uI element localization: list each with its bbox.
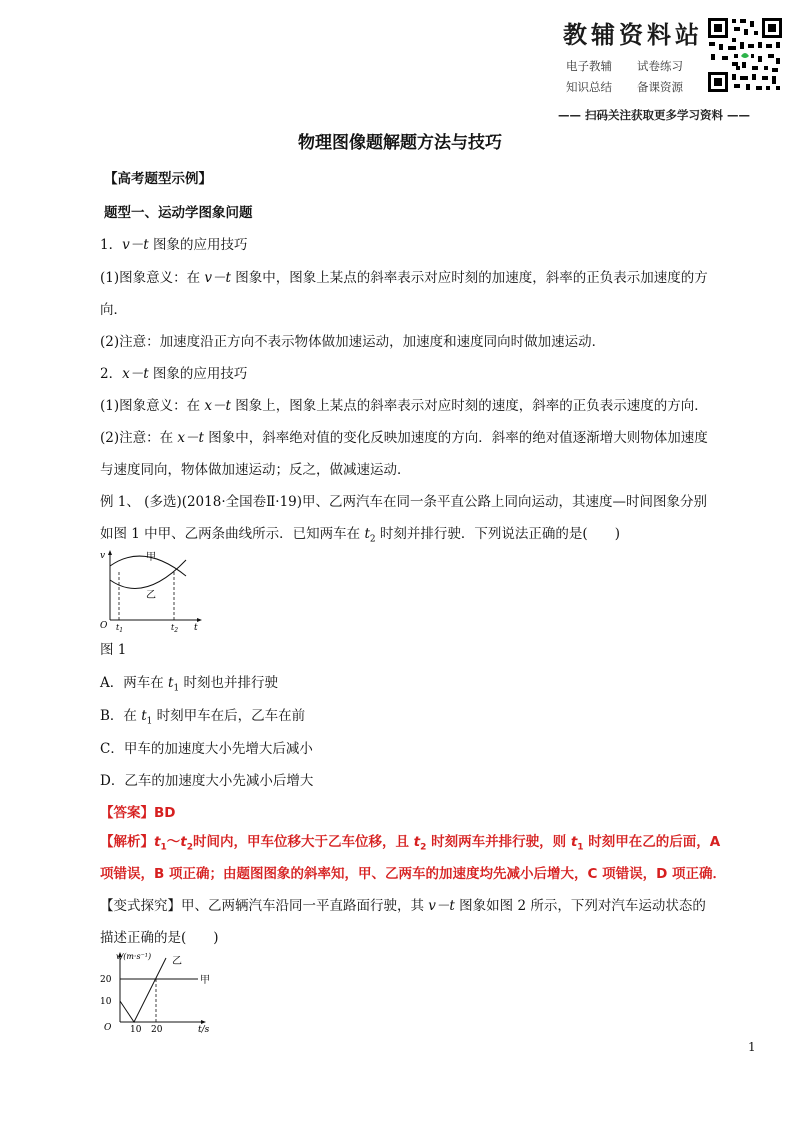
fig2-x10: 10 [130, 1025, 142, 1035]
qr-banner: —— 扫码关注获取更多学习资料 —— [558, 108, 751, 122]
section-heading: 【高考题型示例】 [104, 171, 212, 187]
type-heading: 题型一、运动学图象问题 [104, 205, 253, 221]
analysis-line-1: 【解析】$t_1\sim t_2$时间内，甲车位移大于乙车位移，且 $t_2$ 时刻两车并排行驶，则 $t_1$ 时刻甲在乙的后面，A [100, 834, 721, 853]
fig2-origin: O [104, 1023, 112, 1033]
page-title: 物理图像题解题方法与技巧 [298, 133, 502, 153]
fig1-x-label: t [194, 623, 198, 633]
figure-1-caption: 图 1 [100, 642, 127, 658]
fig2-x-label: t/s [198, 1025, 210, 1035]
figure-1 [98, 548, 208, 634]
fig1-t1: $t_1$ [116, 623, 124, 634]
fig2-label-jia: 甲 [200, 975, 210, 986]
example-1-cont: 如图 1 中甲、乙两条曲线所示．已知两车在 $t_2$ 时刻并排行驶．下列说法正确的是( ) [100, 526, 620, 545]
fig1-origin: O [100, 621, 108, 631]
example-1: 例 1、 (多选)(2018·全国卷Ⅱ·19)甲、乙两汽车在同一条平直公路上同向运动，其速度—时间图象分别 [100, 494, 708, 510]
fig1-t2: $t_2$ [171, 623, 179, 634]
point-1a: (1)图象意义：在 v－t 图象中，图象上某点的斜率表示对应时刻的加速度，斜率的正负表示加速度的方 [100, 270, 708, 286]
fig2-y-label: v/(m·s⁻¹) [116, 952, 152, 961]
option-d: D．乙车的加速度大小先减小后增大 [100, 773, 314, 789]
link-electronic-books[interactable]: 电子教辅 [566, 59, 612, 73]
point-2b-cont: 与速度同向，物体做加速运动；反之，做减速运动． [100, 462, 411, 478]
fig1-label-jia: 甲 [146, 552, 156, 563]
link-lesson-resources[interactable]: 备课资源 [637, 80, 683, 94]
figure-2 [98, 950, 230, 1034]
fig1-curve-yi [110, 560, 186, 588]
fig1-label-yi: 乙 [146, 590, 156, 601]
variant-cont: 描述正确的是( ) [100, 930, 219, 946]
fig2-line-yi [120, 958, 166, 1022]
page-number: 1 [748, 1040, 756, 1054]
point-1: 1．v－t 图象的应用技巧 [100, 237, 248, 253]
brand-title: 教辅资料站 [563, 21, 703, 49]
variant: 【变式探究】甲、乙两辆汽车沿同一平直路面行驶，其 v－t 图象如图 2 所示，下列对汽车运动状态的 [100, 898, 706, 914]
option-a: A．两车在 $t_1$ 时刻也并排行驶 [100, 675, 279, 694]
fig1-y-label: v [100, 551, 106, 561]
fig2-y20: 20 [100, 975, 112, 985]
option-c: C．甲车的加速度大小先增大后减小 [100, 741, 313, 757]
option-b: B．在 $t_1$ 时刻甲车在后，乙车在前 [100, 708, 306, 727]
fig2-y10: 10 [100, 997, 112, 1007]
qr-code-icon [706, 16, 784, 94]
fig2-x20: 20 [151, 1025, 163, 1035]
point-2b: (2)注意：在 x－t 图象中，斜率绝对值的变化反映加速度的方向．斜率的绝对值逐渐增大则物体加速度 [100, 430, 708, 446]
link-test-practice[interactable]: 试卷练习 [637, 59, 683, 73]
point-1b: (2)注意：加速度沿正方向不表示物体做加速运动，加速度和速度同向时做加速运动． [100, 334, 606, 350]
point-2a: (1)图象意义：在 x－t 图象上，图象上某点的斜率表示对应时刻的速度，斜率的正负表示速度的方向． [100, 398, 708, 414]
point-2: 2．x－t 图象的应用技巧 [100, 366, 248, 382]
answer: 【答案】BD [100, 805, 176, 821]
fig2-label-yi: 乙 [172, 956, 182, 967]
analysis-line-2: 项错误，B 项正确；由题图图象的斜率知，甲、乙两车的加速度均先减小后增大，C 项错误，D 项正确． [100, 866, 727, 882]
link-knowledge-summary[interactable]: 知识总结 [566, 80, 612, 94]
point-1a-cont: 向． [100, 302, 127, 318]
